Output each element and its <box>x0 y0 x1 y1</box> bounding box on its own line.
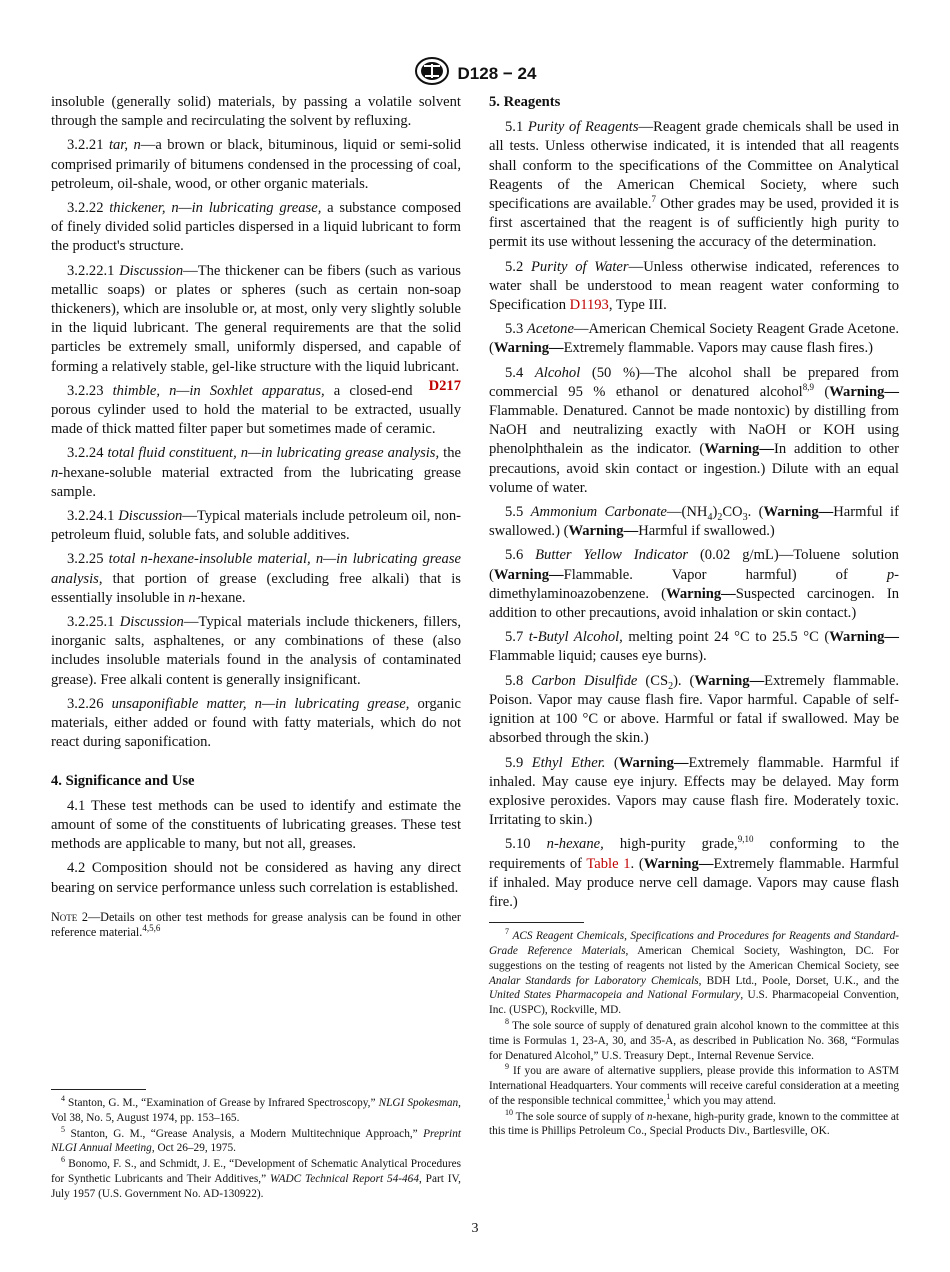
reagent-ethyl-ether: 5.9 Ethyl Ether. (Warning—Extremely flammable. Harmful if inhaled. May cause eye injury. Effects may be delayed. May form explosive peroxides. Vapors may cause flash fire. Moderately toxic. Irritating to skin.) <box>489 754 899 829</box>
reagent-butyl-alcohol: 5.7 t-Butyl Alcohol, melting point 24 °C to 25.5 °C (Warning—Flammable liquid; causes eye burns). <box>489 629 899 665</box>
paragraph: insoluble (generally solid) materials, by passing a volatile solvent through the sample and recirculating the solvent by refluxing. <box>51 94 461 130</box>
footnote: $^{10}$ The sole source of supply of n-hexane, high-purity grade, known to the committee at this time is Phillips Petroleum Co., Special Products Div., Bartlesville, OK. <box>489 1107 899 1138</box>
astm-logo-icon <box>414 56 450 91</box>
reference-link-table-1[interactable]: Table 1 <box>586 855 631 872</box>
definition-insoluble: 3.2.25 total n-hexane-insoluble material, n—in lubricating grease analysis, that portion of grease (excluding free alkali) that is essentially insoluble in n-hexane. <box>51 551 461 606</box>
reagent-purity: 5.1 Purity of Reagents—Reagent grade chemicals shall be used in all tests. Unless otherwise indicated, it is intended that all reagents shall conform to the specifications of the Committee on Analytical Reagents of the American Chemical Society, where such specifications are available.$^7$ Other grades may be used, provided it is first ascertained that the reagent is of sufficiently high purity to permit its use without lessening the accuracy of the determination. <box>489 119 900 251</box>
definition-tar: 3.2.21 tar, n—a brown or black, bituminous, liquid or semi-solid comprised primarily of bitumens condensed in the processing of coal, petroleum, oil-shale, wood, or other organic materials. <box>51 137 461 192</box>
footnote: $^9$ If you are aware of alternative suppliers, please provide this information to ASTM International Headquarters. Your comments will receive careful consideration at a meeting of the responsible technical committee,$^1$ which you may attend. <box>489 1062 899 1107</box>
footnote: $^4$ Stanton, G. M., “Examination of Grease by Infrared Spectroscopy,” NLGI Spokesman, Vol 38, No. 5, August 1974, pp. 153–165. <box>51 1094 461 1124</box>
footnote: $^5$ Stanton, G. M., “Grease Analysis, a Modern Multitechnique Approach,” Preprint NLGI Annual Meeting, Oct 26–29, 1975. <box>51 1124 461 1155</box>
discussion-thickener: 3.2.22.1 Discussion—The thickener can be fibers (such as various metallic soaps) or plates or spheres (such as certain non-soap thickeners), which are insoluble or, at most, only very slightly soluble in the liquid lubricant. The general requirements are that the solid particles be extremely small, uniformly dispersed, and capable of forming a relatively stable, gel-like structure with the liquid lubricant. D217 <box>51 262 461 377</box>
footnote-rule <box>51 1089 146 1090</box>
right-column <box>489 93 899 1140</box>
footnote: $^8$ The sole source of supply of denatured grain alcohol known to the committee at this time is Formulas 1, 23-A, 30, and 35-A, as described in Publication No. 368, “Formulas for Denatured Alcohol,” U.S. Treasury Dept., Internal Revenue Service. <box>489 1017 899 1062</box>
page-header <box>0 56 950 91</box>
definition-total-fluid: 3.2.24 total fluid constituent, n—in lubricating grease analysis, the n-hexane-soluble material extracted from the lubricating grease sample. <box>51 445 461 500</box>
reagent-n-hexane: 5.10 n-hexane, high-purity grade,$^{9,10}$ conforming to the requirements of Table 1. (Warning—Extremely flammable. Harmful if inhaled. May produce nerve cell damage. Vapors may cause flash fire.) <box>489 834 899 910</box>
left-footnotes <box>51 1079 461 1203</box>
water-purity: 5.2 Purity of Water—Unless otherwise indicated, references to water shall be understood to mean reagent water conforming to Specification D1193, Type III. <box>489 258 899 314</box>
definition-thimble: 3.2.23 thimble, n—in Soxhlet apparatus, a closed-end porous cylinder used to hold the material to be extracted, usually made of thick matted filter paper but sometimes made of ceramic. <box>51 382 461 438</box>
footnote-rule <box>489 922 584 923</box>
footnote: $^7$ ACS Reagent Chemicals, Specifications and Procedures for Reagents and Standard-Grade Reference Materials, American Chemical Society, Washington, DC. For suggestions on the testing of reagents not listed by the American Chemical Society, see Analar Standards for Laboratory Chemicals, BDH Ltd., Poole, Dorset, U.K., and the United States Pharmacopeia and National Formulary, U.S. Pharmacopeial Convention, Inc. (USPC), Rockville, MD. <box>489 927 899 1017</box>
discussion-insoluble: 3.2.25.1 Discussion—Typical materials include thickeners, fillers, inorganic salts, asphaltenes, or any combinations of these (also includes insoluble materials found in the analysis of contaminated grease). Free alkali content is generally insignificant. <box>51 614 461 688</box>
designation: D128 − 24 <box>457 63 537 83</box>
paragraph: 4.2 Composition should not be considered as having any direct bearing on service performance unless such correlation is established. <box>51 860 461 896</box>
page-number: 3 <box>471 1221 479 1236</box>
definition-unsaponifiable: 3.2.26 unsaponifiable matter, n—in lubricating grease, organic materials, either added or found with fatty materials, which do not react during saponification. <box>51 695 461 751</box>
section-title: 4. Significance and Use <box>51 772 195 789</box>
paragraph: 4.1 These test methods can be used to identify and estimate the amount of some of the constituents of lubricating greases. These test methods are applicable to many, but not all, greases. <box>51 797 461 853</box>
footnote: $^6$ Bonomo, F. S., and Schmidt, J. E., “Development of Schematic Analytical Procedures for Synthetic Lubricants and Their Additives,” WADC Technical Report 54-464, Part IV, July 1957 (U.S. Government No. AD-130922). <box>51 1155 461 1200</box>
discussion-total-fluid: 3.2.24.1 Discussion—Typical materials include petroleum oil, non-petroleum fluid, soluble fats, and soluble additives. <box>51 508 461 544</box>
reference-link-d1193[interactable]: D1193 <box>569 297 609 314</box>
section-title: 5. Reagents <box>489 94 561 110</box>
left-column <box>51 93 461 946</box>
reference-link-d217[interactable]: D217 <box>428 377 461 394</box>
note: Note 2—Details on other test methods for grease analysis can be found in other reference material.$^{4,5,6}$ <box>51 909 461 940</box>
reagent-butter-yellow: 5.6 Butter Yellow Indicator (0.02 g/mL)—Toluene solution (Warning—Flammable. Vapor harmful) of p-dimethylaminoazobenzene. (Warning—Suspected carcinogen. In addition to other precautions, avoid inhalation or skin contact.) <box>489 547 899 622</box>
reagent-alcohol: 5.4 Alcohol (50 %)—The alcohol shall be prepared from commercial 95 % ethanol or denatured alcohol$^{8,9}$ (Warning—Flammable. Denatured. Cannot be made nontoxic) by distilling from NaOH and neutralizing exactly with NaOH or KOH using phenolphthalein as the indicator. (Warning—In addition to other precautions, avoid skin contact or ingestion.) Dilute with an equal volume of water. <box>489 364 899 496</box>
reagent-ammonium-carbonate: 5.5 Ammonium $Carbonate—(NH_4)_2CO_3$. (Warning—Harmful if swallowed.) (Warning—Harmful if swallowed.) <box>489 504 899 540</box>
reagent-acetone: 5.3 Acetone—American Chemical Society Reagent Grade Acetone. (Warning—Extremely flammable. Vapors may cause flash fires.) <box>489 321 899 357</box>
definition-thickener: 3.2.22 thickener, n—in lubricating grease, a substance composed of finely divided solid particles dispersed in a liquid lubricant to form the product's structure. <box>51 200 461 255</box>
reagent-carbon-disulfide: 5.8 Carbon Disulfide $(CS_2)$. (Warning—Extremely flammable. Poison. Vapor may cause flash fire. Vapor harmful. Capable of self-ignition at 100 °C or above. Harmful or fatal if swallowed. May be absorbed through the skin.) <box>489 672 899 747</box>
